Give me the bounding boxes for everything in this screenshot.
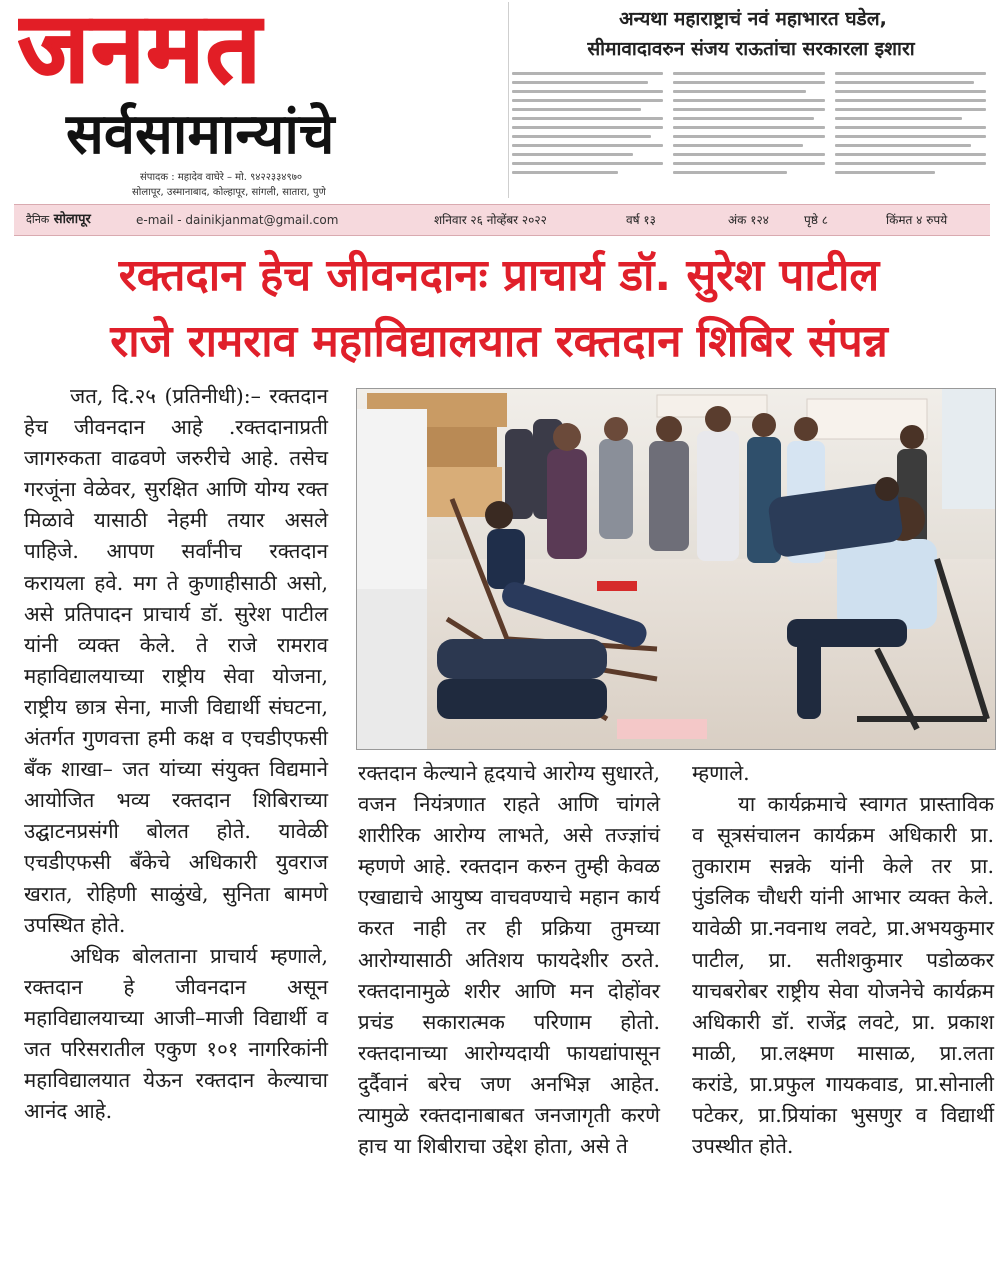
blood-donation-camp-photo — [356, 388, 996, 750]
article-column-2 — [358, 758, 660, 1272]
article-paragraph: जत, दि.२५ (प्रतिनीधी):– रक्तदान हेच जीवनदान आहे .रक्तदानाप्रती जागरुकता वाढवणे जरुरीचे आहे. तसेच गरजूंना वेळेवर, सुरक्षित आणि योग्य रक्त मिळावे यासाठी नेहमी तयार असले पाहिजे. आपण सर्वांनीच रक्तदान करायला हवे. मग ते कुणाहीसाठी असो, असे प्रतिपादन प्राचार्य डॉ. सुरेश पाटील यांनी व्यक्त केले. ते राजे रामराव महाविद्यालयाच्या राष्ट्रीय सेवा योजना, राष्ट्रीय छात्र सेना, माजी विद्यार्थी संघटना, अंतर्गत गुणवत्ता हमी कक्ष व एचडीएफसी बँक शाखा– जत यांच्या संयुक्त विद्यमाने आयोजित भव्य रक्तदान शिबिराच्या उद्घाटनप्रसंगी बोलत होते. यावेळी एचडीएफसी बँकेचे अधिकारी युवराज खरात, रोहिणी साळुंखे, सुनिता बामणे उपस्थित होते. — [24, 384, 328, 937]
article-headline-line-1: रक्तदान हेच जीवनदानः प्राचार्य डॉ. सुरेश पाटील — [118, 250, 880, 301]
article-paragraph: रक्तदान केल्याने हृदयाचे आरोग्य सुधारते, वजन नियंत्रणात राहते आणि चांगले शारीरिक आरोग्य लाभते, असे तज्ज्ञांचं म्हणणे आहे. रक्तदान करुन तुम्ही केवळ एखाद्याचे आयुष्य वाचवण्याचे महान कार्य करत नाही तर ही प्रक्रिया तुमच्या आरोग्यासाठी अतिशय फायदेशीर ठरते. रक्तदानामुळे शरीर आणि मन दोहोंवर प्रचंड सकारात्मक परिणाम होतो. रक्तदानाच्या आरोग्यदायी फायद्यांपासून दुर्दैवानं बरेच जण अनभिज्ञ आहेत. त्यामुळे रक्तदानाबाबत जनजागृती करणे हाच या शिबीराचा उद्देश होता, असे ते — [358, 761, 660, 1159]
teaser-column — [835, 68, 986, 196]
photo-illustration — [357, 389, 995, 749]
article-column-1 — [24, 381, 328, 1271]
teaser-headline-line-1: अन्यथा महाराष्ट्राचं नवं महाभारत घडेल, — [619, 8, 887, 30]
volume-year: वर्ष १३ — [626, 213, 656, 227]
contact-email: e-mail - dainikjanmat@gmail.com — [136, 213, 339, 227]
article-column-3 — [692, 758, 994, 1272]
teaser-column — [512, 68, 663, 196]
article-paragraph: या कार्यक्रमाचे स्वागत प्रास्ताविक व सूत्रसंचालन कार्यक्रम अधिकारी प्रा. तुकाराम सन्नके यांनी केले तर प्रा. पुंडलिक चौधरी यांनी आभार व्यक्त केले. यावेळी प्रा.नवनाथ लवटे, प्रा.अभयकुमार पाटील, प्रा. सतीशकुमार पडोळकर याचबरोबर राष्ट्रीय सेवा योजनेचे कार्यक्रम अधिकारी डॉ. राजेंद्र लवटे, प्रा. प्रकाश माळी, प्रा.लक्ष्मण मासाळ, प्रा.लता करांडे, प्रा.प्रफुल गायकवाड, प्रा.सोनाली पटेकर, प्रा.प्रियांका भुसणुर व विद्यार्थी उपस्थीत होते. — [692, 792, 994, 1159]
article-paragraph: अधिक बोलताना प्राचार्य म्हणाले, रक्तदान हे जीवनदान असून महाविद्यालयाच्या आजी–माजी विद्यार्थी व जत परिसरातील एकुण १०१ नागरिकांनी महाविद्यालयात येऊन रक्तदान केल्याचा आनंद आहे. — [24, 943, 328, 1124]
article-paragraph: म्हणाले. — [692, 761, 750, 785]
edition-city-name: सोलापूर — [53, 212, 91, 227]
newspaper-logo: जनमत — [18, 2, 263, 94]
edition-prefix: दैनिक — [26, 213, 50, 226]
masthead-divider — [508, 2, 509, 198]
dateline-strip — [14, 204, 990, 236]
teaser-column — [673, 68, 824, 196]
edition-city — [26, 211, 91, 229]
issue-date: शनिवार २६ नोव्हेंबर २०२२ — [434, 213, 547, 227]
issue-number: अंक १२४ — [728, 213, 769, 227]
teaser-body-text — [512, 68, 986, 196]
page-count: पृष्ठे ८ — [804, 213, 828, 227]
teaser-headline-line-2: सीमावादावरुन संजय राऊतांचा सरकारला इशारा — [587, 38, 915, 60]
article-headline-line-2: राजे रामराव महाविद्यालयात रक्तदान शिबिर संपन्न — [110, 316, 888, 367]
editor-line: संपादक : महादेव वाघेरे – मो. ९४२२३३४९७० — [140, 172, 303, 183]
newspaper-tagline: सर्वसामान्यांचे — [66, 102, 335, 167]
editions-line: सोलापूर, उस्मानाबाद, कोल्हापूर, सांगली, सातारा, पुणे — [132, 187, 326, 198]
issue-price: किंमत ४ रुपये — [886, 213, 948, 227]
